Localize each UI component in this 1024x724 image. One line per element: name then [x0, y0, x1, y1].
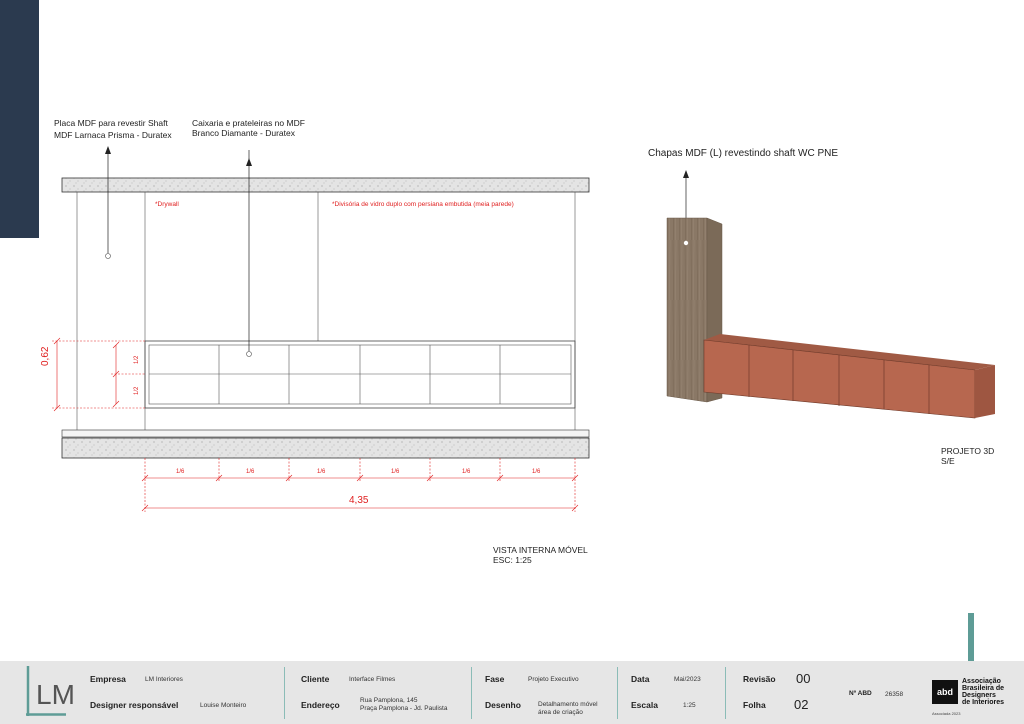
dim-half-bottom: 1/2: [134, 386, 140, 395]
project3d-scale: S/E: [941, 456, 955, 466]
desenho-line1: Detalhamento móvel: [538, 701, 598, 708]
footer-separator: [725, 667, 726, 719]
fase-label: Fase: [485, 674, 505, 684]
bottom-slab: [62, 438, 589, 458]
endereco-label: Endereço: [301, 700, 340, 710]
abd-sub: Associada 2023: [932, 711, 961, 716]
fase-value: Projeto Executivo: [528, 676, 579, 683]
nabd-label: Nº ABD: [849, 690, 872, 697]
dim-sixth: 1/6: [246, 469, 255, 475]
desenho-label: Desenho: [485, 700, 521, 710]
escala-label: Escala: [631, 700, 658, 710]
endereco-line2: Praça Pamplona - Jd. Paulista: [360, 705, 448, 712]
abd-line: Designers: [962, 692, 996, 699]
dim-half-top: 1/2: [134, 355, 140, 364]
dim-sixth: 1/6: [176, 469, 185, 475]
dim-sixth: 1/6: [317, 469, 326, 475]
view-title: VISTA INTERNA MÓVEL: [493, 545, 588, 555]
dim-height-total: 0,62: [40, 346, 51, 366]
accent-mark: [968, 613, 974, 666]
abd-line: Associação: [962, 678, 1001, 685]
lm-logo: [26, 666, 75, 716]
cliente-value: Interface Filmes: [349, 676, 396, 683]
designer-value: Louise Monteiro: [200, 702, 247, 709]
cabinet-3d-side: [975, 365, 995, 418]
revisao-value: 00: [796, 671, 811, 686]
escala-value: 1:25: [683, 702, 696, 709]
note-shaft-line2: MDF Larnaca Prisma - Duratex: [54, 130, 172, 140]
data-value: Mai/2023: [674, 676, 701, 683]
designer-label: Designer responsável: [90, 700, 179, 710]
empresa-label: Empresa: [90, 674, 126, 684]
project3d-title: PROJETO 3D: [941, 446, 995, 456]
dim-sixth: 1/6: [532, 469, 541, 475]
folha-value: 02: [794, 697, 809, 712]
note-chapas: Chapas MDF (L) revestindo shaft WC PNE: [648, 148, 839, 159]
shaft-panel-front: [667, 218, 707, 402]
data-label: Data: [631, 674, 650, 684]
note-caixaria-line2: Branco Diamante - Duratex: [192, 128, 295, 138]
floor-line: [62, 430, 589, 437]
logo-text: LM: [36, 679, 75, 710]
footer-separator: [284, 667, 285, 719]
note-shaft-line1: Placa MDF para revestir Shaft: [54, 118, 168, 128]
dim-sixth: 1/6: [462, 469, 471, 475]
footer-separator: [471, 667, 472, 719]
endereco-line1: Rua Pamplona, 145: [360, 697, 418, 704]
top-slab: [62, 178, 589, 192]
view-scale: ESC: 1:25: [493, 555, 532, 565]
desenho-line2: área de criação: [538, 709, 583, 716]
note-drywall: *Drywall: [155, 201, 179, 208]
empresa-value: LM Interiores: [145, 676, 183, 683]
footer-separator: [617, 667, 618, 719]
abd-logo-icon: abd: [932, 680, 958, 704]
revisao-label: Revisão: [743, 674, 776, 684]
nabd-value: 26358: [885, 691, 904, 698]
abd-name: [962, 678, 1004, 706]
cliente-label: Cliente: [301, 674, 330, 684]
folha-label: Folha: [743, 700, 766, 710]
abd-line: Brasileira de: [962, 685, 1005, 692]
note-divisoria: *Divisória de vidro duplo com persiana embutida (meia parede): [332, 201, 514, 208]
abd-line: de Interiores: [962, 699, 1005, 706]
dim-sixth: 1/6: [391, 469, 400, 475]
dim-width-total: 4,35: [349, 495, 369, 506]
note-caixaria-line1: Caixaria e prateleiras no MDF: [192, 118, 305, 128]
